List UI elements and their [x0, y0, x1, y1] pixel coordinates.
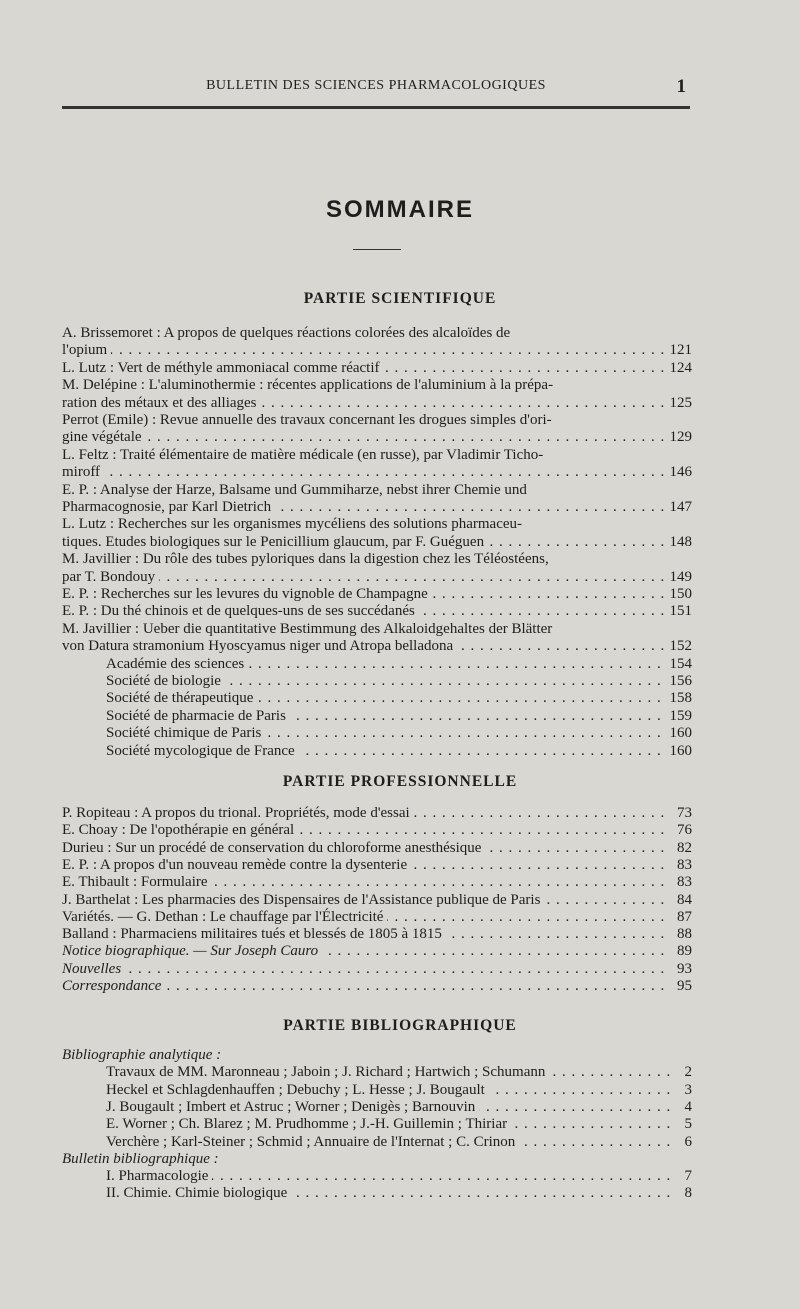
toc-entry-text: Bulletin bibliographique :: [62, 1150, 223, 1168]
toc-entry-page: 146: [666, 463, 693, 481]
toc-entry-page: 152: [666, 637, 693, 655]
toc-entry-text: Verchère ; Karl-Steiner ; Schmid ; Annuaire de l'Internat ; C. Crinon: [106, 1133, 519, 1151]
toc-entry-text: l'opium: [62, 341, 111, 359]
toc-entry: [106, 672, 692, 690]
toc-entry-text: Pharmacognosie, par Karl Dietrich: [62, 498, 275, 516]
toc-entry: [62, 620, 692, 638]
toc-entry-page: 158: [666, 689, 693, 707]
toc-entry-text: L. Feltz : Traité élémentaire de matière médicale (en russe), par Vladimir Ticho-: [62, 446, 547, 464]
toc-entry-page: 129: [666, 428, 693, 446]
toc-entry-page: 154: [666, 655, 693, 673]
toc-entry-text: J. Barthelat : Les pharmacies des Dispensaires de l'Assistance publique de Paris: [62, 891, 544, 909]
toc-entry-text: Académie des sciences: [106, 655, 248, 673]
toc-entry: [106, 1115, 692, 1133]
toc-entry-page: 148: [666, 533, 693, 551]
toc-entry-page: 4: [670, 1098, 692, 1116]
toc-entry-text: von Datura stramonium Hyoscyamus niger und Atropa belladona: [62, 637, 457, 655]
toc-entry-page: 82: [670, 839, 692, 857]
toc-entry-text: M. Javillier : Du rôle des tubes pyloriques dans la digestion chez les Téléostéens,: [62, 550, 553, 568]
toc-entry-text: II. Chimie. Chimie biologique: [106, 1184, 291, 1202]
toc-entry: [62, 498, 692, 516]
toc-entry: [106, 1184, 692, 1202]
toc-entry-page: 83: [670, 856, 692, 874]
toc-entry: [106, 724, 692, 742]
toc-entry-page: 159: [666, 707, 693, 725]
toc-entry-text: Variétés. — G. Dethan : Le chauffage par l'Électricité: [62, 908, 387, 926]
toc-entry-page: 88: [670, 925, 692, 943]
toc-entry-text: tiques. Etudes biologiques sur le Penicillium glaucum, par F. Guéguen: [62, 533, 488, 551]
toc-entry: [106, 1167, 692, 1185]
toc-entry-text: Notice biographique. — Sur Joseph Cauro: [62, 942, 322, 960]
toc-entry: [62, 481, 692, 499]
section-heading-bibliographique: PARTIE BIBLIOGRAPHIQUE: [283, 1017, 517, 1034]
toc-entry: [62, 515, 692, 533]
toc-entry-page: 147: [666, 498, 693, 516]
toc-entry-text: L. Lutz : Vert de méthyle ammoniacal comme réactif: [62, 359, 384, 377]
toc-entry: [106, 689, 692, 707]
toc-entry: [106, 1081, 692, 1099]
toc-entry-page: 121: [666, 341, 693, 359]
toc-entry-page: 87: [670, 908, 692, 926]
toc-entry-page: 2: [670, 1063, 692, 1081]
toc-entry-text: Durieu : Sur un procédé de conservation du chloroforme anesthésique: [62, 839, 485, 857]
toc-entry-page: 125: [666, 394, 693, 412]
section-heading-scientifique: PARTIE SCIENTIFIQUE: [303, 290, 497, 307]
toc-entry-text: J. Bougault ; Imbert et Astruc ; Worner ; Denigès ; Barnouvin: [106, 1098, 479, 1116]
toc-entry-text: Société de pharmacie de Paris: [106, 707, 290, 725]
toc-entry-text: Société mycologique de France: [106, 742, 299, 760]
toc-entry-text: Société chimique de Paris: [106, 724, 265, 742]
toc-entry: [62, 394, 692, 412]
toc-entry: [62, 891, 692, 909]
toc-entry-text: P. Ropiteau : A propos du trional. Propriétés, mode d'essai: [62, 804, 414, 822]
toc-entry: [62, 359, 692, 377]
toc-entry-text: Nouvelles: [62, 960, 125, 978]
toc-entry: [62, 341, 692, 359]
toc-entry: [62, 821, 692, 839]
toc-entry-page: 3: [670, 1081, 692, 1099]
toc-entry-text: A. Brissemoret : A propos de quelques réactions colorées des alcaloïdes de: [62, 324, 514, 342]
toc-entry: [62, 908, 692, 926]
header-rule: [62, 106, 690, 109]
toc-entry: [62, 977, 692, 995]
toc-entry: [62, 585, 692, 603]
toc-entry: [62, 428, 692, 446]
toc-entry-text: M. Delépine : L'aluminothermie : récentes applications de l'aluminium à la prépa-: [62, 376, 557, 394]
toc-entry: [62, 446, 692, 464]
running-title: BULLETIN DES SCIENCES PHARMACOLOGIQUES: [206, 78, 546, 93]
toc-entry-text: L. Lutz : Recherches sur les organismes mycéliens des solutions pharmaceu-: [62, 515, 526, 533]
toc-entry: [106, 1098, 692, 1116]
toc-entry-text: Perrot (Emile) : Revue annuelle des travaux concernant les drogues simples d'ori-: [62, 411, 556, 429]
toc-entry-text: I. Pharmacologie: [106, 1167, 212, 1185]
toc-entry-text: M. Javillier : Ueber die quantitative Bestimmung des Alkaloidgehaltes der Blätter: [62, 620, 556, 638]
toc-entry-page: 89: [670, 942, 692, 960]
toc-entry-text: Société de thérapeutique: [106, 689, 257, 707]
toc-entry: [106, 1063, 692, 1081]
toc-entry-page: 95: [670, 977, 692, 995]
toc-entry-text: miroff: [62, 463, 104, 481]
toc-entry-page: 76: [670, 821, 692, 839]
toc-entry-text: Heckel et Schlagdenhauffen ; Debuchy ; L. Hesse ; J. Bougault: [106, 1081, 489, 1099]
toc-entry-page: 6: [670, 1133, 692, 1151]
toc-entry-page: 7: [670, 1167, 692, 1185]
toc-entry-text: Correspondance: [62, 977, 165, 995]
toc-entry-page: 124: [666, 359, 693, 377]
toc-entry: [62, 411, 692, 429]
toc-entry-text: E. Worner ; Ch. Blarez ; M. Prudhomme ; J.-H. Guillemin ; Thiriar: [106, 1115, 511, 1133]
toc-entry: [62, 568, 692, 586]
toc-entry-page: 5: [670, 1115, 692, 1133]
toc-entry: [62, 1046, 692, 1064]
toc-entry-text: par T. Bondouy: [62, 568, 159, 586]
toc-entry-text: E. P. : Analyse der Harze, Balsame und Gummiharze, nebst ihrer Chemie und: [62, 481, 531, 499]
toc-entry: [62, 637, 692, 655]
toc-entry-text: Société de biologie: [106, 672, 225, 690]
toc-entry: [62, 463, 692, 481]
toc-entry: [62, 602, 692, 620]
toc-entry-page: 93: [670, 960, 692, 978]
running-header: [62, 78, 690, 102]
toc-entry: [62, 324, 692, 342]
page-title: SOMMAIRE: [326, 196, 474, 223]
toc-entry-text: ration des métaux et des alliages: [62, 394, 261, 412]
toc-entry: [106, 742, 692, 760]
toc-entry: [62, 376, 692, 394]
toc-entry-text: gine végétale: [62, 428, 146, 446]
section-heading-professionnelle: PARTIE PROFESSIONNELLE: [282, 773, 518, 790]
toc-entry: [62, 550, 692, 568]
toc-entry-page: 150: [666, 585, 693, 603]
toc-entry-text: Bibliographie analytique :: [62, 1046, 225, 1064]
toc-entry: [62, 960, 692, 978]
toc-entry-text: Balland : Pharmaciens militaires tués et blessés de 1805 à 1815: [62, 925, 446, 943]
toc-entry-page: 156: [666, 672, 693, 690]
toc-entry: [62, 925, 692, 943]
toc-entry: [106, 1133, 692, 1151]
toc-entry-text: E. P. : Du thé chinois et de quelques-uns de ses succédanés: [62, 602, 419, 620]
toc-entry-text: Travaux de MM. Maronneau ; Jaboin ; J. Richard ; Hartwich ; Schumann: [106, 1063, 549, 1081]
toc-entry-page: 83: [670, 873, 692, 891]
toc-entry-page: 160: [666, 742, 693, 760]
toc-entry-page: 149: [666, 568, 693, 586]
toc-entry-page: 8: [670, 1184, 692, 1202]
title-rule: [353, 249, 401, 250]
toc-entry: [62, 1150, 692, 1168]
toc-entry-page: 73: [670, 804, 692, 822]
toc-entry-text: E. Choay : De l'opothérapie en général: [62, 821, 298, 839]
toc-entry: [62, 839, 692, 857]
toc-entry: [62, 873, 692, 891]
toc-entry-text: E. Thibault : Formulaire: [62, 873, 212, 891]
toc-entry-page: 160: [666, 724, 693, 742]
toc-entry-page: 84: [670, 891, 692, 909]
toc-entry: [62, 533, 692, 551]
toc-entry-text: E. P. : A propos d'un nouveau remède contre la dysenterie: [62, 856, 411, 874]
toc-entry-page: 151: [666, 602, 693, 620]
toc-entry: [62, 942, 692, 960]
toc-entry: [106, 707, 692, 725]
page-number: 1: [676, 76, 686, 97]
toc-entry-text: E. P. : Recherches sur les levures du vignoble de Champagne: [62, 585, 432, 603]
toc-entry: [62, 856, 692, 874]
toc-entry: [62, 804, 692, 822]
toc-entry: [106, 655, 692, 673]
